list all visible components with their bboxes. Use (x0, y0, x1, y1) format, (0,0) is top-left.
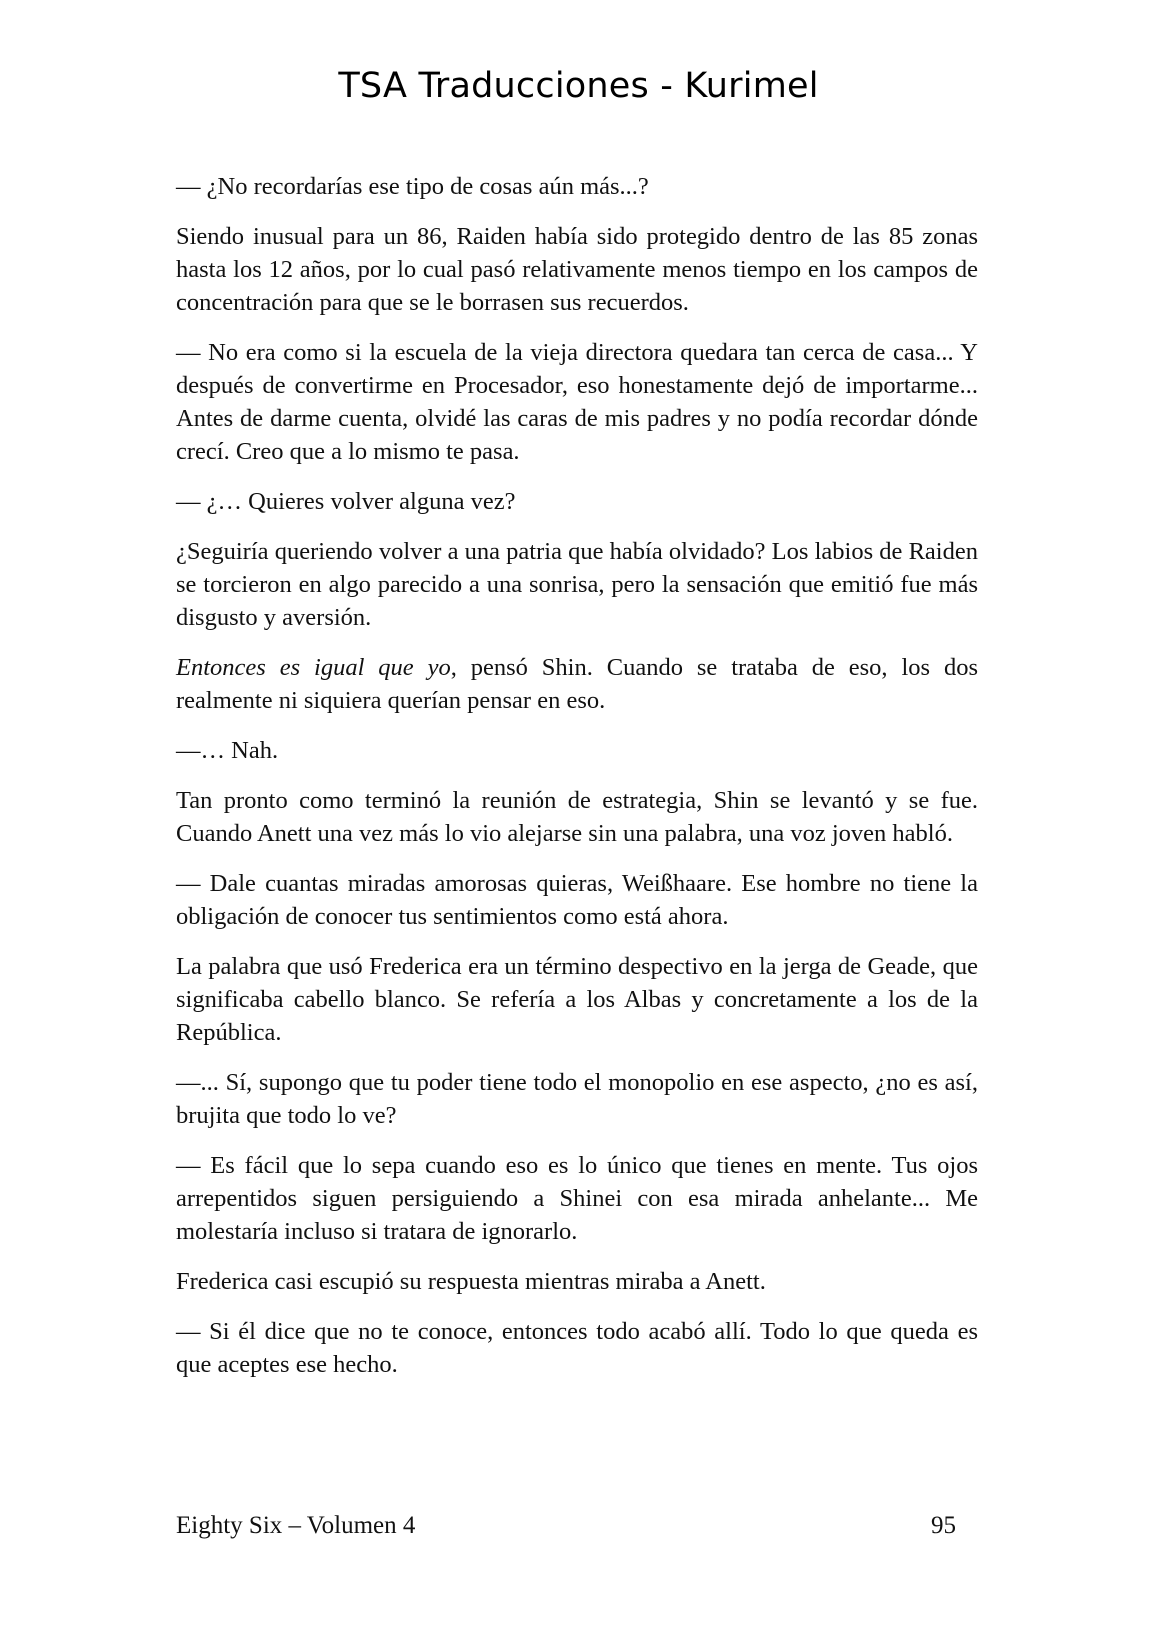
page-body (176, 170, 978, 1398)
paragraph-text: La palabra que usó Frederica era un término despectivo en la jerga de Geade, que significaba cabello blanco. Se refería a los Albas y concretamente a los de la República. (176, 953, 978, 1046)
paragraph (176, 950, 978, 1049)
paragraph-text: — No era como si la escuela de la vieja directora quedara tan cerca de casa... Y después de convertirme en Procesador, eso honestamente dejó de importarme... Antes de darme cuenta, olvidé las caras de mis padres y no podía recordar dónde crecí. Creo que a lo mismo te pasa. (176, 339, 978, 465)
paragraph (176, 1265, 978, 1298)
paragraph (176, 170, 978, 203)
paragraph (176, 651, 978, 717)
paragraph-text: Siendo inusual para un 86, Raiden había sido protegido dentro de las 85 zonas hasta los 12 años, por lo cual pasó relativamente menos tiempo en los campos de concentración para que se le borrasen sus recuerdos. (176, 223, 978, 316)
paragraph (176, 734, 978, 767)
paragraph-text: —... Sí, supongo que tu poder tiene todo el monopolio en ese aspecto, ¿no es así, brujita que todo lo ve? (176, 1069, 978, 1129)
footer-book-title: Eighty Six – Volumen 4 (176, 1512, 416, 1539)
paragraph-text: — ¿No recordarías ese tipo de cosas aún más...? (176, 173, 649, 200)
paragraph-text: , pensó Shin. Cuando se trataba de eso, los dos realmente ni siquiera querían pensar en eso. (176, 654, 978, 714)
paragraph (176, 485, 978, 518)
paragraph-text: — Es fácil que lo sepa cuando eso es lo único que tienes en mente. Tus ojos arrepentidos siguen persiguiendo a Shinei con esa mirada anhelante... Me molestaría incluso si tratara de ignorarlo. (176, 1152, 978, 1245)
page-header-title: TSA Traducciones - Kurimel (338, 66, 819, 106)
footer-page-number: 95 (931, 1512, 956, 1539)
paragraph-text: —… Nah. (176, 737, 279, 764)
paragraph-text: ¿Seguiría queriendo volver a una patria que había olvidado? Los labios de Raiden se torcieron en algo parecido a una sonrisa, pero la sensación que emitió fue más disgusto y aversión. (176, 538, 978, 631)
paragraph-text: — Si él dice que no te conoce, entonces todo acabó allí. Todo lo que queda es que aceptes ese hecho. (176, 1318, 978, 1378)
paragraph-text: Frederica casi escupió su respuesta mientras miraba a Anett. (176, 1268, 766, 1295)
paragraph (176, 784, 978, 850)
paragraph (176, 220, 978, 319)
paragraph-text: Tan pronto como terminó la reunión de estrategia, Shin se levantó y se fue. Cuando Anett una vez más lo vio alejarse sin una palabra, una voz joven habló. (176, 787, 978, 847)
paragraph-italic-text: Entonces es igual que yo (176, 654, 451, 681)
paragraph (176, 1149, 978, 1248)
paragraph-text: — ¿… Quieres volver alguna vez? (176, 488, 516, 515)
paragraph-text: — Dale cuantas miradas amorosas quieras, Weißhaare. Ese hombre no tiene la obligación de conocer tus sentimientos como está ahora. (176, 870, 978, 930)
page-footer (176, 1512, 956, 1540)
paragraph (176, 1066, 978, 1132)
paragraph (176, 336, 978, 468)
paragraph (176, 535, 978, 634)
paragraph (176, 867, 978, 933)
paragraph (176, 1315, 978, 1381)
